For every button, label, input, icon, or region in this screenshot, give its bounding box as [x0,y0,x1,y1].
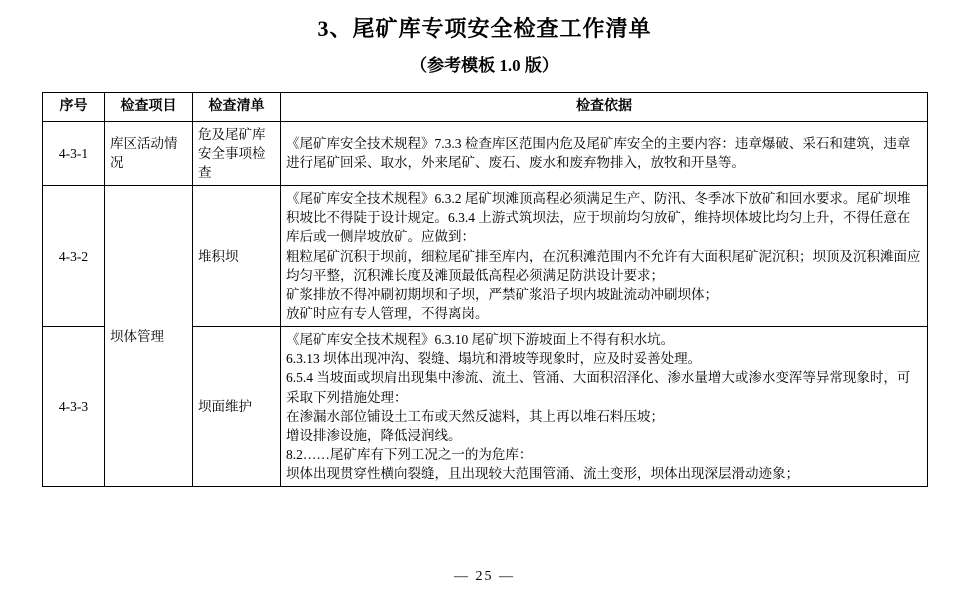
page-subtitle: （参考模板 1.0 版） [410,55,559,75]
checklist-table-wrap [42,92,927,488]
cell-basis [281,121,928,185]
cell-no: 4-3-2 [43,186,105,327]
table-row [43,186,928,327]
cell-basis [281,327,928,487]
basis-paragraph: 《尾矿库安全技术规程》7.3.3 检查库区范围内危及尾矿库安全的主要内容：违章爆破、采石和建筑，违章进行尾矿回采、取水，外来尾矿、废石、废水和废弃物排入，放牧和开垦等。 [286,136,911,171]
page-number: — 25 — [454,569,515,584]
basis-paragraph: 8.2……尾矿库有下列工况之一的为危库： [286,447,533,463]
basis-paragraph: 放矿时应有专人管理，不得离岗。 [286,306,489,321]
basis-paragraph: 6.3.13 坝体出现冲沟、裂缝、塌坑和滑坡等现象时，应及时妥善处理。 [286,351,702,367]
table-row [43,121,928,185]
cell-no: 4-3-3 [43,327,105,487]
column-header-basis: 检查依据 [281,92,928,121]
basis-paragraph: 6.5.4 当坡面或坝肩出现集中渗流、流土、管涌、大面积沼泽化、渗水量增大或渗水变浑等异常现象时，可采取下列措施处理： [286,370,911,405]
basis-paragraph: 坝体出现贯穿性横向裂缝，且出现较大范围管涌、流土变形，坝体出现深层滑动迹象； [286,466,799,482]
cell-list: 坝面维护 [193,327,281,487]
basis-paragraph: 《尾矿库安全技术规程》6.3.2 尾矿坝滩顶高程必须满足生产、防汛、冬季冰下放矿和回水要求。尾矿坝堆积坡比不得陡于设计规定。6.3.4 上游式筑坝法，应于坝前均匀放矿，维持坝体坡比均匀上升，不得任意在库后或一侧岸坡放矿。应做到： [286,191,911,245]
basis-paragraph: 增设排渗设施，降低浸润线。 [286,427,462,443]
document-page [0,14,969,593]
cell-item: 坝体管理 [105,186,193,487]
basis-paragraph: 粗粒尾矿沉积于坝前，细粒尾矿排至库内，在沉积滩范围内不允许有大面积尾矿泥沉积；坝顶及沉积滩面应均匀平整，沉积滩长度及滩顶最低高程必须满足防洪设计要求； [286,248,921,283]
column-header-item: 检查项目 [105,92,193,121]
basis-paragraph: 矿浆排放不得冲刷初期坝和子坝，严禁矿浆沿子坝内坡趾流动冲刷坝体； [286,286,718,302]
cell-basis [281,186,928,327]
cell-list: 堆积坝 [193,186,281,327]
column-header-no: 序号 [43,92,105,121]
basis-paragraph: 《尾矿库安全技术规程》6.3.10 尾矿坝下游坡面上不得有积水坑。 [286,332,675,348]
cell-item: 库区活动情况 [105,121,193,185]
column-header-list: 检查清单 [193,92,281,121]
cell-list: 危及尾矿库安全事项检查 [193,121,281,185]
basis-paragraph: 在渗漏水部位铺设土工布或天然反滤料，其上再以堆石料压坡； [286,408,664,424]
checklist-table [42,92,928,488]
page-title: 3、尾矿库专项安全检查工作清单 [317,16,652,41]
table-header-row [43,92,928,121]
cell-no: 4-3-1 [43,121,105,185]
